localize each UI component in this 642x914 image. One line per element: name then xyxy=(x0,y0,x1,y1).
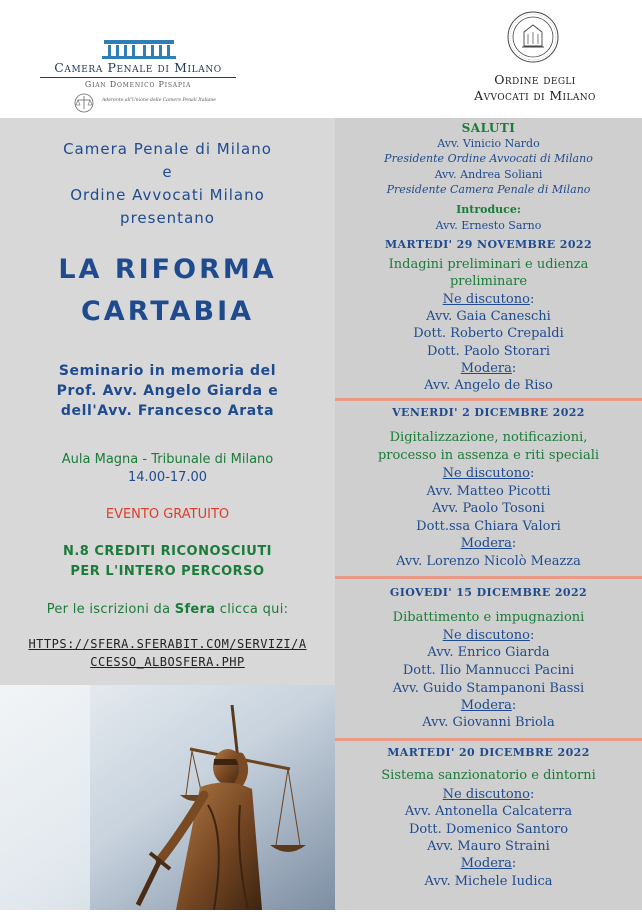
speaker: Avv. Gaia Caneschi xyxy=(426,309,551,324)
moderator: Avv. Angelo de Riso xyxy=(424,378,553,393)
speaker: Dott.ssa Chiara Valori xyxy=(416,519,561,534)
event-time: 14.00-17.00 xyxy=(127,470,208,485)
memoria-line: Seminario in memoria del xyxy=(58,363,277,379)
session-date: MARTEDI' 29 NOVEMBRE 2022 xyxy=(384,238,593,251)
memoria-line: Prof. Avv. Angelo Giarda e xyxy=(56,383,279,399)
event-title: LA RIFORMA xyxy=(58,254,277,285)
session-title: Digitalizzazione, notificazioni, xyxy=(389,430,588,445)
saluti-role: Presidente Ordine Avvocati di Milano xyxy=(384,152,593,165)
seal-icon xyxy=(506,10,560,64)
presenter-line: e xyxy=(162,163,173,181)
discutono-label: Ne discutono: xyxy=(442,787,535,802)
modera-label: Modera: xyxy=(460,536,517,551)
left-panel xyxy=(0,118,335,685)
free-event-label: EVENTO GRATUITO xyxy=(105,507,230,522)
session-date: GIOVEDI' 15 DICEMBRE 2022 xyxy=(389,586,588,599)
speaker: Avv. Matteo Picotti xyxy=(426,484,551,499)
session-date: MARTEDI' 20 DICEMBRE 2022 xyxy=(387,746,590,759)
discutono-label: Ne discutono: xyxy=(442,628,535,643)
introduce-label: Introduce: xyxy=(456,203,521,216)
registration-link[interactable] xyxy=(0,635,335,671)
session-title: preliminare xyxy=(449,274,528,289)
presenter-line: Camera Penale di Milano xyxy=(63,140,272,158)
introduce-name: Avv. Ernesto Sarno xyxy=(435,219,542,232)
modera-label: Modera: xyxy=(460,698,517,713)
credits-line: N.8 CREDITI RICONOSCIUTI xyxy=(62,544,273,559)
oam-line-1: Ordine degli xyxy=(494,72,576,87)
memoria-line: dell'Avv. Francesco Arata xyxy=(60,403,275,419)
modera-label-text: Modera xyxy=(460,536,512,551)
header xyxy=(0,0,642,118)
speaker: Avv. Enrico Giarda xyxy=(427,645,550,660)
speaker: Dott. Roberto Crepaldi xyxy=(413,326,564,341)
discutono-label-text: Ne discutono xyxy=(442,466,530,481)
speaker: Avv. Mauro Straini xyxy=(427,839,550,854)
session-title: processo in assenza e riti speciali xyxy=(377,448,600,463)
moderator: Avv. Giovanni Briola xyxy=(422,715,555,730)
ucpi-badge xyxy=(70,92,250,114)
modera-label-text: Modera xyxy=(460,361,512,376)
saluti-role: Presidente Camera Penale di Milano xyxy=(386,183,591,196)
saluti-name: Avv. Andrea Soliani xyxy=(434,168,543,181)
session-title: Dibattimento e impugnazioni xyxy=(392,610,585,625)
speaker: Dott. Domenico Santoro xyxy=(408,822,569,837)
moderator: Avv. Michele Iudica xyxy=(424,874,553,889)
speaker: Dott. Ilio Mannucci Pacini xyxy=(402,663,575,678)
discutono-label-text: Ne discutono xyxy=(442,628,530,643)
modera-label-text: Modera xyxy=(460,856,512,871)
modera-label-text: Modera xyxy=(460,698,512,713)
saluti-name: Avv. Vinicio Nardo xyxy=(437,137,540,150)
speaker: Avv. Guido Stampanoni Bassi xyxy=(392,681,585,696)
modera-label: Modera: xyxy=(460,856,517,871)
registration-link-line[interactable]: CCESSO_ALBOSFERA.PHP xyxy=(90,655,245,669)
presenter-line: Ordine Avvocati Milano xyxy=(70,186,265,204)
speaker: Dott. Paolo Storari xyxy=(426,344,551,359)
session-title: Indagini preliminari e udienza xyxy=(388,257,589,272)
camera-penale-logo xyxy=(28,30,248,110)
discutono-label-text: Ne discutono xyxy=(442,787,530,802)
speaker: Avv. Antonella Calcaterra xyxy=(404,804,573,819)
event-title: CARTABIA xyxy=(80,296,255,327)
cpm-logo-rule xyxy=(40,77,236,78)
modera-label: Modera: xyxy=(460,361,517,376)
credits-line: PER L'INTERO PERCORSO xyxy=(70,564,265,579)
session-date: VENERDI' 2 DICEMBRE 2022 xyxy=(392,406,585,419)
courthouse-icon xyxy=(98,38,180,60)
registration-link-line[interactable]: HTTPS://SFERA.SFERABIT.COM/SERVIZI/A xyxy=(28,637,307,651)
session-divider xyxy=(335,398,642,401)
discutono-label-text: Ne discutono xyxy=(442,292,530,307)
registration-sfera: Sfera xyxy=(174,602,216,617)
venue: Aula Magna - Tribunale di Milano xyxy=(61,452,274,467)
ordine-avvocati-logo xyxy=(450,10,620,110)
registration-pre: Per le iscrizioni da xyxy=(46,602,175,617)
discutono-label: Ne discutono: xyxy=(442,466,535,481)
oam-line-2: Avvocati di Milano xyxy=(474,88,596,103)
lady-justice-statue-icon xyxy=(0,685,335,910)
discutono-label: Ne discutono: xyxy=(442,292,535,307)
ucpi-icon xyxy=(72,92,96,114)
cpm-logo-title: Camera Penale di Milano xyxy=(54,60,222,75)
cpm-logo-subtitle: Gian Domenico Pisapia xyxy=(84,80,192,89)
lady-justice-photo xyxy=(0,685,335,910)
saluti-heading: SALUTI xyxy=(461,121,516,135)
speaker: Avv. Paolo Tosoni xyxy=(432,501,545,516)
moderator: Avv. Lorenzo Nicolò Meazza xyxy=(396,554,581,569)
presenter-line: presentano xyxy=(120,209,215,227)
ucpi-text: Aderente all'Unione delle Camere Penali Italiane xyxy=(102,98,216,103)
session-divider xyxy=(335,576,642,579)
registration-text xyxy=(0,602,335,617)
registration-post: clicca qui: xyxy=(215,602,289,617)
session-divider xyxy=(335,738,642,741)
session-title: Sistema sanzionatorio e dintorni xyxy=(381,768,596,783)
